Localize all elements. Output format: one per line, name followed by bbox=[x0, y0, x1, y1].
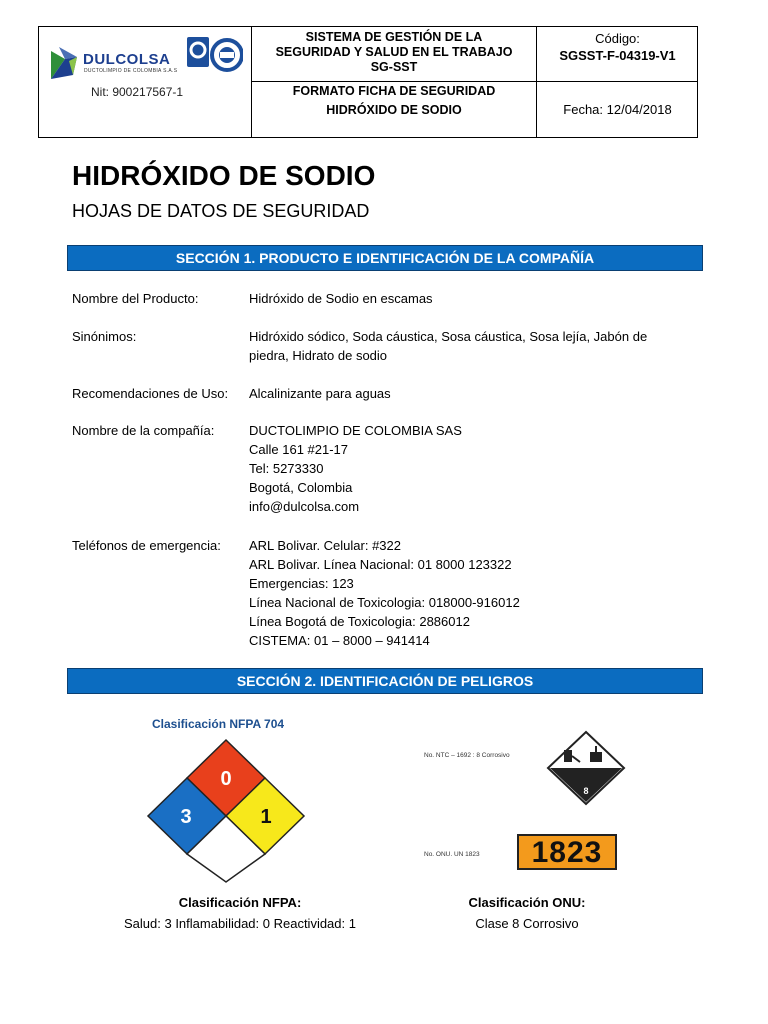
header-divider bbox=[251, 81, 698, 82]
value-line: ARL Bolivar. Línea Nacional: 01 8000 123322 bbox=[249, 557, 512, 572]
company-value bbox=[249, 421, 679, 516]
onu-caption-title: Clasificación ONU: bbox=[468, 895, 586, 910]
value-line: Línea Bogotá de Toxicologia: 2886012 bbox=[249, 614, 470, 629]
document-date: Fecha: 12/04/2018 bbox=[563, 102, 672, 117]
svg-text:8: 8 bbox=[583, 786, 589, 796]
nfpa-caption-text: Salud: 3 Inflamabilidad: 0 Reactividad: 1 bbox=[124, 916, 356, 931]
synonyms-label: Sinónimos: bbox=[72, 329, 137, 344]
value-line: info@dulcolsa.com bbox=[249, 499, 360, 514]
code-label: Código: bbox=[595, 31, 640, 46]
brand-subtitle: DUCTOLIMPIO DE COLOMBIA S.A.S bbox=[84, 68, 178, 74]
value-line: Hidróxido sódico, Soda cáustica, Sosa cáustica, Sosa lejía, Jabón de bbox=[249, 329, 648, 344]
system-title-line: SG-SST bbox=[370, 60, 418, 74]
product-name-value bbox=[249, 289, 679, 308]
value-line: Bogotá, Colombia bbox=[249, 480, 353, 495]
nfpa-reactivity-value: 1 bbox=[260, 806, 272, 828]
company-label: Nombre de la compañía: bbox=[72, 423, 215, 438]
onu-label: No. ONU. UN 1823 bbox=[424, 851, 480, 858]
dulcolsa-logo-icon bbox=[47, 43, 81, 83]
ntc-label: No. NTC – 1692 : 8 Corrosivo bbox=[424, 752, 510, 759]
tax-id: Nit: 900217567-1 bbox=[91, 85, 184, 99]
certification-seal-icon bbox=[185, 35, 243, 75]
section-2-heading: SECCIÓN 2. IDENTIFICACIÓN DE PELIGROS bbox=[67, 668, 703, 694]
corrosive-hazard-icon bbox=[546, 730, 626, 806]
format-title-line: HIDRÓXIDO DE SODIO bbox=[326, 103, 462, 117]
nfpa-diamond bbox=[146, 738, 306, 884]
company-logo bbox=[45, 33, 249, 85]
value-line: Línea Nacional de Toxicologia: 018000-916012 bbox=[249, 595, 520, 610]
value-line: Hidróxido de Sodio en escamas bbox=[249, 291, 433, 306]
nfpa-caption-title: Clasificación NFPA: bbox=[178, 895, 302, 910]
nfpa-title: Clasificación NFPA 704 bbox=[152, 717, 285, 731]
value-line: Tel: 5273330 bbox=[249, 461, 324, 476]
value-line: Alcalinizante para aguas bbox=[249, 386, 391, 401]
value-line: CISTEMA: 01 – 8000 – 941414 bbox=[249, 633, 430, 648]
system-title bbox=[252, 30, 536, 75]
system-title-line: SISTEMA DE GESTIÓN DE LA bbox=[305, 30, 483, 44]
page-title: HIDRÓXIDO DE SODIO bbox=[72, 160, 376, 191]
nfpa-flammability-value: 0 bbox=[220, 768, 232, 790]
value-line: piedra, Hidrato de sodio bbox=[249, 348, 388, 363]
value-line: Emergencias: 123 bbox=[249, 576, 354, 591]
section-1-heading: SECCIÓN 1. PRODUCTO E IDENTIFICACIÓN DE LA COMPAÑÍA bbox=[67, 245, 703, 271]
format-title bbox=[252, 84, 536, 118]
system-title-line: SEGURIDAD Y SALUD EN EL TRABAJO bbox=[275, 45, 513, 59]
emergency-value bbox=[249, 536, 679, 650]
usage-label: Recomendaciones de Uso: bbox=[72, 386, 229, 401]
value-line: ARL Bolivar. Celular: #322 bbox=[249, 538, 401, 553]
value-line: DUCTOLIMPIO DE COLOMBIA SAS bbox=[249, 423, 462, 438]
code-value: SGSST-F-04319-V1 bbox=[559, 48, 676, 63]
page-subtitle: HOJAS DE DATOS DE SEGURIDAD bbox=[72, 201, 370, 221]
emergency-label: Teléfonos de emergencia: bbox=[72, 538, 221, 553]
format-title-line: FORMATO FICHA DE SEGURIDAD bbox=[292, 84, 496, 98]
brand-name: DULCOLSA bbox=[83, 51, 171, 68]
onu-caption-text: Clase 8 Corrosivo bbox=[475, 916, 579, 931]
usage-value bbox=[249, 384, 679, 403]
product-name-label: Nombre del Producto: bbox=[72, 291, 199, 306]
value-line: Calle 161 #21-17 bbox=[249, 442, 349, 457]
nfpa-health-value: 3 bbox=[180, 806, 192, 828]
synonyms-value bbox=[249, 327, 679, 365]
un-number-placard: 1823 bbox=[517, 834, 617, 870]
document-header-table bbox=[38, 26, 698, 138]
